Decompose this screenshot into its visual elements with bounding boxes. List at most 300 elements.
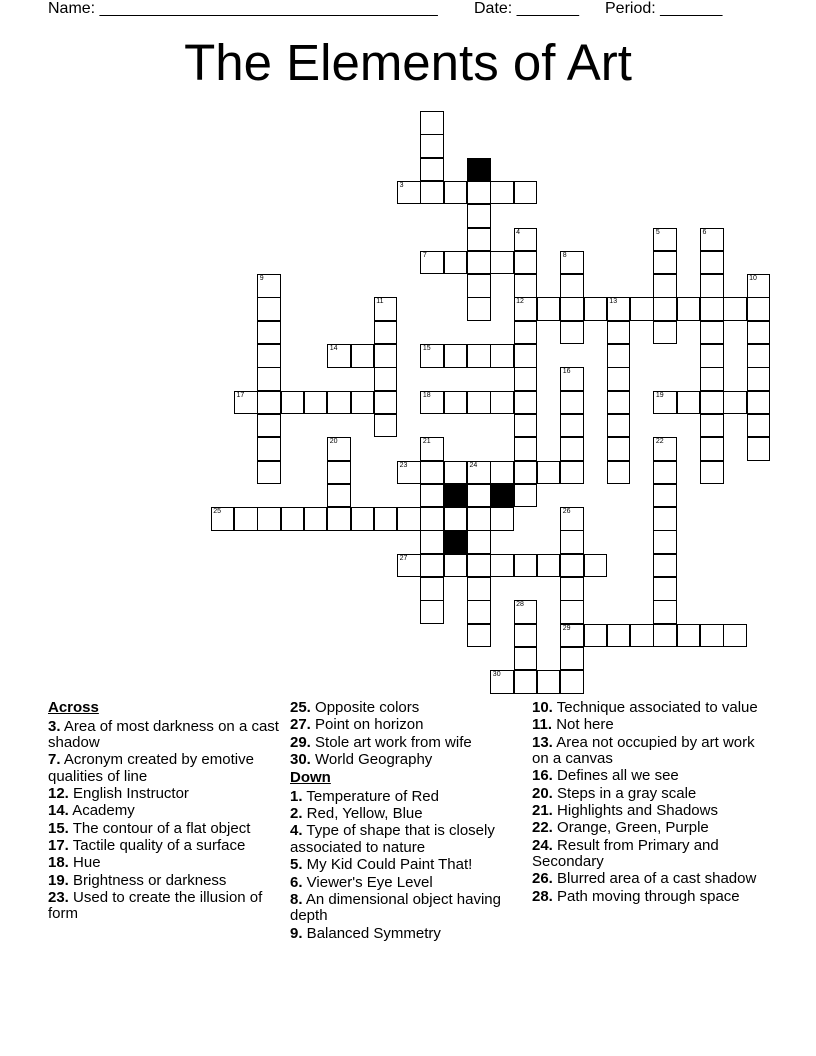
grid-cell[interactable] [420,391,444,415]
clue-number-label: 19. [48,871,69,889]
grid-cell[interactable] [560,251,584,275]
grid-cell[interactable] [467,297,491,321]
clue-number-label: 24. [532,836,553,854]
clue-item [48,855,280,872]
grid-cell[interactable] [700,391,724,415]
grid-cell[interactable] [700,367,724,391]
grid-cell[interactable] [490,461,514,485]
grid-cell[interactable] [560,670,584,694]
clue-text: Brightness or darkness [68,871,227,889]
grid-cell[interactable] [653,297,677,321]
grid-cell[interactable] [490,670,514,694]
grid-cell[interactable] [444,391,468,415]
clue-number-label: 28. [532,887,553,905]
clue-number-label: 3. [48,717,61,735]
grid-cell[interactable] [584,554,608,578]
grid-cell[interactable] [560,507,584,531]
clue-number: 11 [376,298,384,306]
grid-cell[interactable] [747,344,771,368]
clue-item [48,719,280,752]
grid-cell[interactable] [327,461,351,485]
grid-cell[interactable] [514,367,538,391]
grid-cell[interactable] [560,461,584,485]
grid-cell[interactable] [397,507,421,531]
grid-cell[interactable] [490,507,514,531]
grid-cell[interactable] [420,530,444,554]
grid-cell[interactable] [653,437,677,461]
grid-cell[interactable] [444,251,468,275]
grid-cell[interactable] [514,600,538,624]
grid-cell[interactable] [467,461,491,485]
clue-item [290,857,522,874]
grid-cell[interactable] [560,367,584,391]
clue-text: Steps in a gray scale [552,784,697,802]
grid-cell[interactable] [607,391,631,415]
grid-cell[interactable] [537,297,561,321]
grid-cell[interactable] [514,624,538,648]
grid-cell[interactable] [234,507,258,531]
grid-cell[interactable] [653,554,677,578]
grid-cell[interactable] [444,461,468,485]
clue-number-label: 6. [290,873,303,891]
grid-cell[interactable] [747,321,771,345]
grid-cell[interactable] [420,181,444,205]
grid-cell[interactable] [374,344,398,368]
grid-cell[interactable] [560,297,584,321]
grid-cell[interactable] [653,484,677,508]
clue-text: Defines all we see [552,767,679,785]
grid-cell[interactable] [653,461,677,485]
grid-cell[interactable] [537,554,561,578]
grid-cell[interactable] [560,391,584,415]
grid-cell[interactable] [351,344,375,368]
grid-cell[interactable] [420,134,444,158]
clue-item [48,752,280,785]
grid-cell[interactable] [560,321,584,345]
clue-number-label: 29. [290,733,311,751]
clue-item [48,873,280,890]
clue-number-label: 30. [290,750,311,768]
grid-cell[interactable] [467,530,491,554]
clue-text: Technique associated to value [552,699,758,716]
clue-item [532,786,764,803]
clue-text: Temperature of Red [302,787,439,805]
clue-item [532,838,764,871]
grid-cell[interactable] [351,507,375,531]
grid-cell[interactable] [607,437,631,461]
clue-item [48,803,280,820]
clue-item [532,803,764,820]
clue-text: Area not occupied by art work on a canvas [532,733,755,768]
clue-item [48,821,280,838]
grid-cell[interactable] [374,507,398,531]
grid-cell[interactable] [514,181,538,205]
clue-number-label: 2. [290,805,303,823]
grid-cell[interactable] [514,297,538,321]
clue-text: Used to create the illusion of form [48,888,263,923]
grid-cell[interactable] [374,321,398,345]
grid-cell[interactable] [467,391,491,415]
grid-cell[interactable] [653,530,677,554]
grid-cell[interactable] [514,391,538,415]
grid-cell[interactable] [560,577,584,601]
grid-cell[interactable] [560,554,584,578]
grid-cell[interactable] [630,297,654,321]
clue-number: 8 [562,251,567,259]
grid-cell[interactable] [607,321,631,345]
grid-cell[interactable] [584,624,608,648]
clue-number: 18 [422,391,431,399]
clue-number-label: 20. [532,784,553,802]
grid-cell[interactable] [304,507,328,531]
clue-number: 21 [422,438,431,446]
grid-cell[interactable] [467,600,491,624]
grid-cell[interactable] [257,461,281,485]
clue-number: 15 [422,345,431,352]
grid-cell[interactable] [420,111,444,135]
grid-cell[interactable] [653,391,677,415]
grid-cell[interactable] [537,670,561,694]
clue-text: My Kid Could Paint That! [302,856,473,874]
grid-cell[interactable] [420,507,444,531]
clue-number: 5 [655,228,660,236]
grid-cell[interactable] [467,181,491,205]
grid-cell[interactable] [467,484,491,508]
grid-cell[interactable] [257,321,281,345]
name-field[interactable]: Name: ______________________________________ [48,0,438,17]
grid-cell[interactable] [653,577,677,601]
grid-cell[interactable] [747,274,771,298]
clue-item [48,890,280,923]
grid-cell[interactable] [420,251,444,275]
grid-cell[interactable] [257,507,281,531]
clue-number: 20 [329,438,338,446]
grid-cell[interactable] [420,158,444,182]
clue-item [532,820,764,837]
clue-number: 28 [516,601,524,609]
grid-cell[interactable] [700,624,724,648]
grid-cell[interactable] [514,321,538,345]
grid-cell[interactable] [653,228,677,252]
grid-cell[interactable] [467,554,491,578]
clue-text: Type of shape that is closely associated to nature [290,822,495,856]
grid-cell[interactable] [607,624,631,648]
grid-cell[interactable] [653,624,677,648]
grid-cell[interactable] [327,344,351,368]
clue-text: Orange, Green, Purple [552,819,709,837]
grid-cell[interactable] [374,367,398,391]
grid-cell[interactable] [257,274,281,298]
grid-cell[interactable] [560,530,584,554]
grid-cell[interactable] [560,274,584,298]
grid-cell[interactable] [723,624,747,648]
clue-text: Acronym created by emotive qualities of line [48,751,254,785]
grid-cell[interactable] [467,251,491,275]
clue-number: 26 [562,508,571,516]
grid-cell[interactable] [281,391,305,415]
clue-number: 17 [236,391,245,399]
clue-item [532,717,764,734]
grid-cell[interactable] [397,461,421,485]
grid-cell[interactable] [490,391,514,415]
grid-cell[interactable] [700,251,724,275]
page-title: The Elements of Art [184,34,632,91]
clue-item [48,786,280,803]
clue-number: 22 [655,438,664,446]
grid-cell[interactable] [514,251,538,275]
grid-cell[interactable] [630,624,654,648]
clue-number: 10 [749,275,757,283]
blocked-cell [467,158,491,182]
grid-cell[interactable] [467,507,491,531]
clue-number-label: 7. [48,751,61,769]
clue-number-label: 27. [290,716,311,734]
across-heading: Across [48,699,99,716]
grid-cell[interactable] [607,414,631,438]
clue-number: 3 [399,181,404,189]
clue-number: 27 [399,554,408,562]
clues-column-2 [290,700,522,943]
clue-text: Red, Yellow, Blue [302,805,423,823]
clue-text: Result from Primary and Secondary [532,836,719,871]
grid-cell[interactable] [747,367,771,391]
grid-cell[interactable] [420,600,444,624]
clue-item [290,735,522,752]
grid-cell[interactable] [234,391,258,415]
grid-cell[interactable] [444,554,468,578]
clues-column-1 [48,700,280,924]
grid-cell[interactable] [607,461,631,485]
clues-column-3 [532,700,764,906]
grid-cell[interactable] [211,507,235,531]
clue-item [290,752,522,769]
clue-item [532,735,764,768]
grid-cell[interactable] [467,228,491,252]
clue-number: 7 [422,251,427,259]
grid-cell[interactable] [397,181,421,205]
grid-cell[interactable] [700,274,724,298]
clue-text: Opposite colors [310,699,420,716]
grid-cell[interactable] [257,437,281,461]
grid-cell[interactable] [700,461,724,485]
grid-cell[interactable] [490,181,514,205]
grid-cell[interactable] [467,624,491,648]
grid-cell[interactable] [490,554,514,578]
clue-number: 19 [655,391,664,399]
clue-text: Balanced Symmetry [302,924,441,942]
blocked-cell [444,484,468,508]
clue-text: Not here [552,716,614,734]
grid-cell[interactable] [653,600,677,624]
clue-number-label: 18. [48,854,69,872]
clue-number-label: 16. [532,767,553,785]
grid-cell[interactable] [444,507,468,531]
grid-cell[interactable] [444,181,468,205]
blocked-cell [490,484,514,508]
grid-cell[interactable] [490,251,514,275]
grid-cell[interactable] [653,321,677,345]
clue-number-label: 11. [532,716,553,734]
grid-cell[interactable] [560,647,584,671]
clue-number-label: 14. [48,802,69,820]
grid-cell[interactable] [560,600,584,624]
grid-cell[interactable] [420,461,444,485]
grid-cell[interactable] [490,344,514,368]
grid-cell[interactable] [653,507,677,531]
grid-cell[interactable] [700,228,724,252]
clue-text: Path moving through space [552,887,740,905]
clue-number-label: 13. [532,733,553,751]
grid-cell[interactable] [560,437,584,461]
clue-text: World Geography [310,750,433,768]
grid-cell[interactable] [677,297,701,321]
clue-text: Stole art work from wife [310,733,472,751]
grid-cell[interactable] [514,461,538,485]
clue-item [290,806,522,823]
grid-cell[interactable] [747,437,771,461]
grid-cell[interactable] [467,344,491,368]
clue-text: Viewer's Eye Level [302,873,433,891]
grid-cell[interactable] [420,577,444,601]
grid-cell[interactable] [257,391,281,415]
clue-number: 29 [562,624,571,632]
clue-text: The contour of a flat object [68,819,251,837]
clue-text: Academy [68,802,135,820]
grid-cell[interactable] [257,414,281,438]
clue-text: Hue [68,854,101,872]
grid-cell[interactable] [467,204,491,228]
clue-number: 13 [609,298,618,306]
grid-cell[interactable] [514,414,538,438]
clue-text: Tactile quality of a surface [68,836,246,854]
clue-text: English Instructor [68,785,189,803]
clue-item [532,889,764,906]
grid-cell[interactable] [584,297,608,321]
grid-cell[interactable] [560,624,584,648]
clue-number-label: 4. [290,822,303,840]
blocked-cell [444,530,468,554]
grid-cell[interactable] [607,367,631,391]
grid-cell[interactable] [281,507,305,531]
clue-number: 4 [516,228,520,236]
clue-number: 9 [259,275,264,283]
grid-cell[interactable] [723,391,747,415]
clue-number-label: 10. [532,699,553,716]
grid-cell[interactable] [747,297,771,321]
clue-number-label: 8. [290,890,303,908]
clue-item [290,875,522,892]
grid-cell[interactable] [723,297,747,321]
grid-cell[interactable] [304,391,328,415]
clue-number-label: 5. [290,856,303,874]
clue-text: Area of most darkness on a cast shadow [48,717,279,751]
grid-cell[interactable] [560,414,584,438]
grid-cell[interactable] [327,391,351,415]
grid-cell[interactable] [257,344,281,368]
clue-number-label: 1. [290,787,303,805]
grid-cell[interactable] [677,391,701,415]
grid-cell[interactable] [420,437,444,461]
clue-number: 23 [399,461,408,469]
clue-number-label: 22. [532,819,553,837]
grid-cell[interactable] [257,367,281,391]
clue-number: 12 [516,298,524,306]
grid-cell[interactable] [514,228,538,252]
clue-number-label: 17. [48,836,69,854]
grid-cell[interactable] [700,437,724,461]
clue-number: 30 [492,671,501,679]
grid-cell[interactable] [653,251,677,275]
clue-text: Blurred area of a cast shadow [552,870,757,888]
grid-cell[interactable] [514,344,538,368]
grid-cell[interactable] [420,344,444,368]
grid-cell[interactable] [374,414,398,438]
clue-item [532,700,764,717]
grid-cell[interactable] [327,437,351,461]
grid-cell[interactable] [537,461,561,485]
clue-item [290,892,522,925]
clue-number-label: 15. [48,819,69,837]
grid-cell[interactable] [607,344,631,368]
grid-cell[interactable] [607,297,631,321]
grid-cell[interactable] [467,577,491,601]
grid-cell[interactable] [420,484,444,508]
clue-number-label: 26. [532,870,553,888]
grid-cell[interactable] [514,274,538,298]
clue-number: 16 [562,368,571,376]
grid-cell[interactable] [677,624,701,648]
grid-cell[interactable] [420,554,444,578]
grid-cell[interactable] [700,344,724,368]
clue-item [290,717,522,734]
grid-cell[interactable] [257,297,281,321]
grid-cell[interactable] [351,391,375,415]
grid-cell[interactable] [700,297,724,321]
clue-number-label: 21. [532,801,553,819]
clue-number-label: 9. [290,924,303,942]
grid-cell[interactable] [514,484,538,508]
grid-cell[interactable] [514,647,538,671]
clue-number-label: 23. [48,888,69,906]
clue-item [290,823,522,856]
grid-cell[interactable] [374,297,398,321]
grid-cell[interactable] [653,274,677,298]
grid-cell[interactable] [327,484,351,508]
grid-cell[interactable] [747,391,771,415]
clue-number: 25 [213,508,221,516]
clue-number-label: 12. [48,785,69,803]
clue-number-label: 25. [290,699,311,716]
grid-cell[interactable] [514,554,538,578]
grid-cell[interactable] [700,321,724,345]
clue-item [290,700,522,717]
grid-cell[interactable] [444,344,468,368]
grid-cell[interactable] [747,414,771,438]
clue-item [290,789,522,806]
grid-cell[interactable] [374,391,398,415]
down-heading: Down [290,769,331,787]
grid-cell[interactable] [327,507,351,531]
clue-text: An dimensional object having depth [290,890,501,925]
grid-cell[interactable] [514,437,538,461]
grid-cell[interactable] [397,554,421,578]
grid-cell[interactable] [700,414,724,438]
date-field[interactable]: Date: _______ [474,0,579,17]
grid-cell[interactable] [467,274,491,298]
grid-cell[interactable] [514,670,538,694]
period-field[interactable]: Period: _______ [605,0,723,17]
clue-number: 24 [469,461,478,469]
